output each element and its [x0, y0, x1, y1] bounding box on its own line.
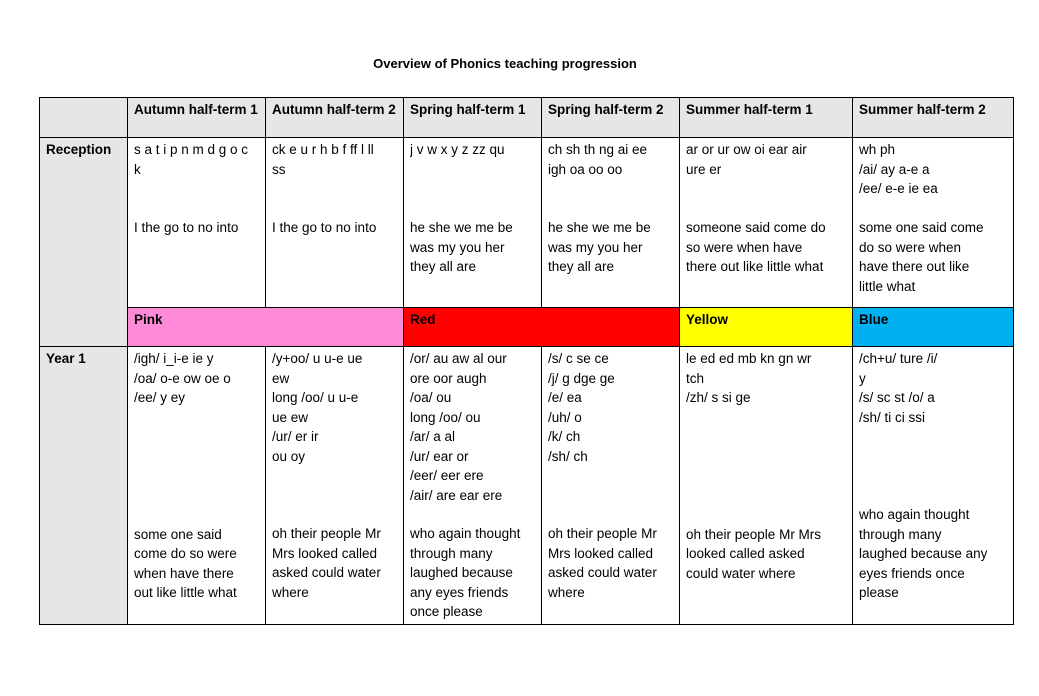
- word-line: do so were when: [859, 239, 962, 255]
- sound-line: /uh/ o: [548, 409, 582, 425]
- sound-line: long /oo/ u u-e: [272, 390, 359, 405]
- sound-line: /igh/ i_i-e ie y: [134, 351, 214, 366]
- sound-line: tch: [686, 370, 705, 386]
- reception-summer-2-cell: [853, 138, 1014, 308]
- sound-line: /ee/ y ey: [134, 390, 186, 405]
- colour-band-row: [40, 308, 1014, 347]
- word-line: I the go to no into: [134, 220, 239, 235]
- word-line: oh their people Mr: [272, 526, 381, 541]
- word-line: Mrs looked called: [548, 545, 654, 561]
- reception-spring-2-cell: [542, 138, 680, 308]
- sound-line: /sh/ ch: [548, 448, 588, 464]
- sound-line: /ur/ er ir: [272, 429, 319, 444]
- sound-line: ure er: [686, 161, 722, 177]
- sound-line: y: [859, 370, 866, 386]
- header-summer-1: Summer half-term 1: [680, 98, 853, 138]
- year1-autumn-1-cell: [128, 347, 266, 625]
- sound-line: /or/ au aw al our: [410, 351, 507, 366]
- word-line: when have there: [134, 565, 234, 581]
- word-line: so were when have: [686, 239, 803, 255]
- word-line: oh their people Mr: [548, 526, 657, 541]
- reception-autumn-1-cell: [128, 138, 266, 308]
- word-line: laughed because: [410, 565, 513, 580]
- sound-line: le ed ed mb kn gn wr: [686, 351, 812, 366]
- sound-line: s a t i p n m d g o c: [134, 142, 249, 157]
- sound-line: /ee/ e-e ie ea: [859, 181, 938, 196]
- row-label-reception: Reception: [40, 138, 128, 347]
- header-autumn-1: Autumn half-term 1: [128, 98, 266, 138]
- word-line: someone said come do: [686, 220, 826, 235]
- sound-line: /ar/ a al: [410, 429, 456, 444]
- reception-autumn-2-cell: [266, 138, 404, 308]
- header-autumn-2: Autumn half-term 2: [266, 98, 404, 138]
- header-corner-cell: [40, 98, 128, 138]
- sound-line: j v w x y z zz qu: [410, 142, 505, 157]
- year1-spring-1-cell: [404, 347, 542, 625]
- header-row: [40, 98, 1014, 138]
- sound-line: /ai/ ay a-e a: [859, 161, 930, 177]
- reception-summer-1-cell: [680, 138, 853, 308]
- band-red: Red: [404, 308, 680, 347]
- band-yellow: Yellow: [680, 308, 853, 347]
- sound-line: ue ew: [272, 409, 309, 425]
- word-line: he she we me be: [410, 220, 513, 235]
- sound-line: /j/ g dge ge: [548, 370, 615, 386]
- word-line: who again thought: [410, 526, 521, 541]
- word-line: they all are: [548, 259, 615, 274]
- word-line: who again thought: [859, 507, 970, 522]
- word-line: some one said come: [859, 220, 984, 235]
- band-blue: Blue: [853, 308, 1014, 347]
- sound-line: long /oo/ ou: [410, 409, 481, 425]
- word-line: please: [859, 585, 899, 600]
- word-line: oh their people Mr Mrs: [686, 526, 822, 542]
- sound-line: /ur/ ear or: [410, 448, 469, 464]
- word-line: through many: [859, 526, 942, 542]
- document-title: Overview of Phonics teaching progression: [373, 56, 637, 71]
- sound-line: ew: [272, 370, 290, 386]
- year1-summer-2-cell: [853, 347, 1014, 625]
- sound-line: /air/ are ear ere: [410, 487, 503, 503]
- word-line: he she we me be: [548, 220, 651, 235]
- year1-summer-1-cell: [680, 347, 853, 625]
- word-line: come do so were: [134, 546, 237, 561]
- sound-line: /oa/ o-e ow oe o: [134, 370, 231, 386]
- word-line: was my you her: [410, 239, 505, 255]
- word-line: have there out like: [859, 259, 970, 274]
- sound-line: /y+oo/ u u-e ue: [272, 351, 363, 366]
- sound-line: ss: [272, 161, 286, 177]
- word-line: could water where: [686, 565, 796, 581]
- sound-line: /s/ c se ce: [548, 351, 609, 366]
- sound-line: /ch+u/ ture /i/: [859, 351, 938, 366]
- sound-line: /oa/ ou: [410, 390, 452, 405]
- word-line: some one said: [134, 526, 222, 542]
- year1-row: [40, 347, 1014, 625]
- band-pink: Pink: [128, 308, 404, 347]
- row-label-year1: Year 1: [40, 347, 128, 625]
- word-line: they all are: [410, 259, 477, 274]
- sound-line: ck e u r h b f ff l ll: [272, 142, 374, 157]
- header-summer-2: Summer half-term 2: [853, 98, 1014, 138]
- reception-row: [40, 138, 1014, 308]
- sound-line: ch sh th ng ai ee: [548, 142, 648, 157]
- word-line: was my you her: [548, 239, 643, 255]
- header-spring-2: Spring half-term 2: [542, 98, 680, 138]
- word-line: looked called asked: [686, 546, 805, 561]
- phonics-progression-table: [39, 97, 1014, 625]
- word-line: eyes friends once: [859, 565, 965, 581]
- sound-line: k: [134, 161, 141, 177]
- sound-line: /s/ sc st /o/ a: [859, 390, 935, 405]
- word-line: once please: [410, 604, 483, 619]
- word-line: where: [272, 584, 309, 600]
- reception-spring-1-cell: [404, 138, 542, 308]
- word-line: out like little what: [134, 585, 237, 600]
- sound-line: /zh/ s si ge: [686, 390, 751, 405]
- sound-line: ar or ur ow oi ear air: [686, 142, 807, 157]
- word-line: laughed because any: [859, 546, 988, 561]
- year1-autumn-2-cell: [266, 347, 404, 625]
- sound-line: ore oor augh: [410, 370, 487, 386]
- word-line: I the go to no into: [272, 220, 377, 235]
- year1-spring-2-cell: [542, 347, 680, 625]
- word-line: through many: [410, 545, 493, 561]
- word-line: any eyes friends: [410, 584, 509, 600]
- word-line: little what: [859, 278, 916, 294]
- sound-line: igh oa oo oo: [548, 161, 623, 177]
- sound-line: /sh/ ti ci ssi: [859, 409, 926, 425]
- word-line: asked could water: [548, 565, 657, 580]
- sound-line: /k/ ch: [548, 429, 581, 444]
- sound-line: /eer/ eer ere: [410, 468, 484, 483]
- sound-line: wh ph: [859, 142, 896, 157]
- word-line: Mrs looked called: [272, 545, 378, 561]
- word-line: there out like little what: [686, 259, 824, 274]
- header-spring-1: Spring half-term 1: [404, 98, 542, 138]
- sound-line: /e/ ea: [548, 390, 582, 405]
- word-line: where: [548, 584, 585, 600]
- sound-line: ou oy: [272, 448, 306, 464]
- word-line: asked could water: [272, 565, 381, 580]
